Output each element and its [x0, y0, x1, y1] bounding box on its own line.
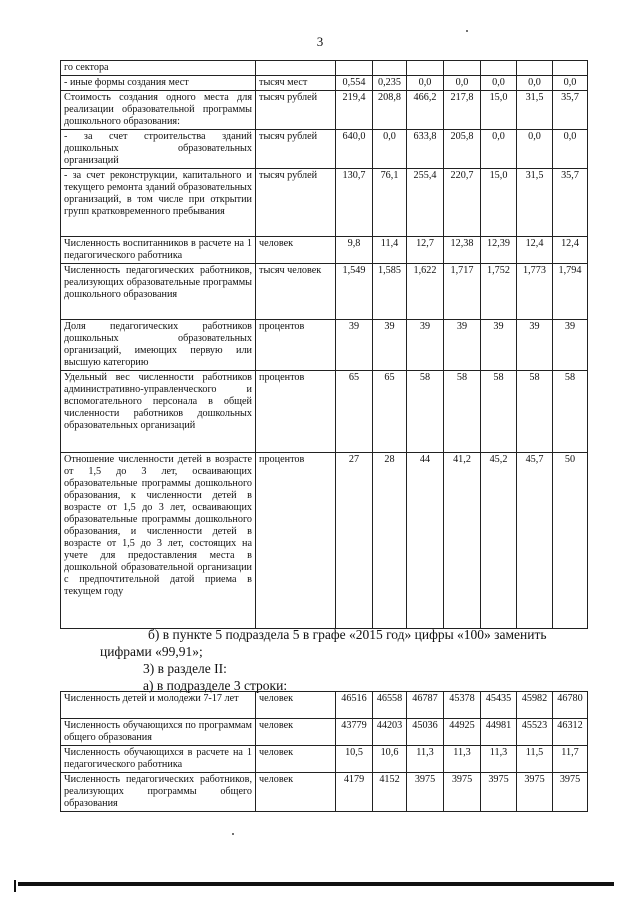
value-cell: 1,752 — [481, 264, 517, 320]
value-cell: 46558 — [373, 692, 407, 719]
value-cell: 0,0 — [373, 130, 407, 169]
value-cell — [517, 61, 553, 76]
amendment-paragraph-b-continuation: цифрами «99,91»; — [100, 644, 203, 659]
value-cell: 1,773 — [517, 264, 553, 320]
value-cell: 15,0 — [481, 169, 517, 237]
value-cell: 35,7 — [553, 91, 588, 130]
unit-cell: тысяч мест — [256, 76, 336, 91]
value-cell: 46312 — [553, 719, 588, 746]
value-cell: 466,2 — [407, 91, 444, 130]
unit-cell: человек — [256, 692, 336, 719]
value-cell — [407, 61, 444, 76]
indicator-cell: - за счет строительства зданий дошкольных образовательных организаций — [61, 130, 256, 169]
table-row — [61, 76, 588, 91]
value-cell: 3975 — [553, 773, 588, 812]
value-cell: 10,6 — [373, 746, 407, 773]
table-row — [61, 320, 588, 371]
table-row — [61, 264, 588, 320]
unit-cell: человек — [256, 773, 336, 812]
value-cell: 0,0 — [407, 76, 444, 91]
value-cell: 39 — [444, 320, 481, 371]
value-cell: 35,7 — [553, 169, 588, 237]
value-cell: 65 — [336, 371, 373, 453]
value-cell: 217,8 — [444, 91, 481, 130]
page-corner-mark — [14, 880, 16, 892]
indicator-cell: Доля педагогических работников дошкольных образовательных организаций, имеющих первую или высшую категорию — [61, 320, 256, 371]
value-cell: 12,4 — [553, 237, 588, 264]
value-cell: 46780 — [553, 692, 588, 719]
value-cell: 9,8 — [336, 237, 373, 264]
unit-cell: человек — [256, 237, 336, 264]
scan-speck — [232, 833, 234, 835]
value-cell: 39 — [553, 320, 588, 371]
value-cell — [336, 61, 373, 76]
value-cell: 255,4 — [407, 169, 444, 237]
table-row — [61, 719, 588, 746]
value-cell: 12,38 — [444, 237, 481, 264]
value-cell: 0,0 — [444, 76, 481, 91]
value-cell: 44925 — [444, 719, 481, 746]
value-cell: 45,7 — [517, 453, 553, 629]
value-cell: 11,4 — [373, 237, 407, 264]
value-cell: 1,585 — [373, 264, 407, 320]
table-row — [61, 692, 588, 719]
unit-cell: тысяч рублей — [256, 91, 336, 130]
unit-cell: человек — [256, 719, 336, 746]
value-cell: 58 — [407, 371, 444, 453]
indicator-cell: Численность педагогических работников, реализующих образовательные программы дошкольного образования — [61, 264, 256, 320]
indicator-cell: Численность обучающихся в расчете на 1 педагогического работника — [61, 746, 256, 773]
table-row — [61, 371, 588, 453]
unit-cell: человек — [256, 746, 336, 773]
value-cell: 76,1 — [373, 169, 407, 237]
indicator-cell: го сектора — [61, 61, 256, 76]
value-cell: 3975 — [481, 773, 517, 812]
value-cell: 11,3 — [407, 746, 444, 773]
unit-cell: тысяч человек — [256, 264, 336, 320]
value-cell: 11,7 — [553, 746, 588, 773]
table-row — [61, 91, 588, 130]
value-cell — [373, 61, 407, 76]
table-row — [61, 169, 588, 237]
value-cell: 0,0 — [517, 130, 553, 169]
value-cell: 65 — [373, 371, 407, 453]
value-cell: 58 — [517, 371, 553, 453]
unit-cell — [256, 61, 336, 76]
value-cell: 44 — [407, 453, 444, 629]
value-cell — [481, 61, 517, 76]
value-cell: 4152 — [373, 773, 407, 812]
value-cell: 1,549 — [336, 264, 373, 320]
value-cell: 0,0 — [517, 76, 553, 91]
value-cell: 45523 — [517, 719, 553, 746]
value-cell — [444, 61, 481, 76]
value-cell: 39 — [407, 320, 444, 371]
unit-cell: процентов — [256, 453, 336, 629]
page-bottom-border — [18, 882, 614, 886]
table-row — [61, 746, 588, 773]
value-cell: 45036 — [407, 719, 444, 746]
value-cell: 31,5 — [517, 91, 553, 130]
value-cell: 1,622 — [407, 264, 444, 320]
value-cell: 39 — [517, 320, 553, 371]
value-cell: 12,4 — [517, 237, 553, 264]
indicators-table-preschool — [60, 60, 588, 629]
value-cell: 12,39 — [481, 237, 517, 264]
value-cell: 208,8 — [373, 91, 407, 130]
value-cell: 12,7 — [407, 237, 444, 264]
value-cell: 15,0 — [481, 91, 517, 130]
indicator-cell: - за счет реконструкции, капитального и текущего ремонта зданий образовательных организаций, в том числе при открытии групп кратковременного пребывания — [61, 169, 256, 237]
value-cell: 11,3 — [481, 746, 517, 773]
value-cell: 45378 — [444, 692, 481, 719]
table-row — [61, 237, 588, 264]
unit-cell: процентов — [256, 371, 336, 453]
indicator-cell: - иные формы создания мест — [61, 76, 256, 91]
value-cell: 27 — [336, 453, 373, 629]
value-cell: 219,4 — [336, 91, 373, 130]
value-cell: 130,7 — [336, 169, 373, 237]
value-cell: 0,0 — [481, 130, 517, 169]
value-cell: 41,2 — [444, 453, 481, 629]
indicator-cell: Численность обучающихся по программам общего образования — [61, 719, 256, 746]
value-cell: 31,5 — [517, 169, 553, 237]
indicator-cell: Удельный вес численности работников административно-управленческого и вспомогательного персонала в общей численности работников дошкольных образовательных организаций — [61, 371, 256, 453]
table-row — [61, 130, 588, 169]
value-cell: 46516 — [336, 692, 373, 719]
value-cell: 45,2 — [481, 453, 517, 629]
value-cell: 3975 — [517, 773, 553, 812]
value-cell: 220,7 — [444, 169, 481, 237]
value-cell: 3975 — [444, 773, 481, 812]
indicator-cell: Отношение численности детей в возрасте от 1,5 до 3 лет, осваивающих образовательные программы дошкольного образования, к численности детей в возрасте от 1,5 до 3 лет, осваивающих образовательные программы дошкольного образования, и численности детей в возрасте от 1,5 до 3 лет, состоящих на учете для предоставления места в дошкольной образовательной организации с предпочтительной датой приема в текущем году — [61, 453, 256, 629]
indicator-cell: Численность детей и молодежи 7-17 лет — [61, 692, 256, 719]
unit-cell: тысяч рублей — [256, 169, 336, 237]
value-cell: 3975 — [407, 773, 444, 812]
value-cell: 44203 — [373, 719, 407, 746]
value-cell: 0,235 — [373, 76, 407, 91]
value-cell: 1,794 — [553, 264, 588, 320]
table-row — [61, 453, 588, 629]
section-ii-heading: 3) в разделе II: — [143, 661, 227, 676]
value-cell: 58 — [481, 371, 517, 453]
table-row — [61, 61, 588, 76]
unit-cell: тысяч рублей — [256, 130, 336, 169]
value-cell — [553, 61, 588, 76]
unit-cell: процентов — [256, 320, 336, 371]
value-cell: 640,0 — [336, 130, 373, 169]
value-cell: 0,554 — [336, 76, 373, 91]
value-cell: 1,717 — [444, 264, 481, 320]
value-cell: 0,0 — [553, 76, 588, 91]
indicator-cell: Численность воспитанников в расчете на 1 педагогического работника — [61, 237, 256, 264]
value-cell: 39 — [336, 320, 373, 371]
value-cell: 58 — [444, 371, 481, 453]
value-cell: 44981 — [481, 719, 517, 746]
indicator-cell: Численность педагогических работников, реализующих программы общего образования — [61, 773, 256, 812]
value-cell: 39 — [373, 320, 407, 371]
value-cell: 45982 — [517, 692, 553, 719]
value-cell: 4179 — [336, 773, 373, 812]
value-cell: 10,5 — [336, 746, 373, 773]
value-cell: 0,0 — [481, 76, 517, 91]
value-cell: 58 — [553, 371, 588, 453]
value-cell: 11,3 — [444, 746, 481, 773]
indicator-cell: Стоимость создания одного места для реализации образовательной программы дошкольного образования: — [61, 91, 256, 130]
value-cell: 28 — [373, 453, 407, 629]
indicators-table-general-education — [60, 691, 588, 812]
scan-speck — [466, 30, 468, 32]
amendment-paragraph-b: б) в пункте 5 подраздела 5 в графе «2015 год» цифры «100» заменить — [148, 627, 547, 642]
value-cell: 39 — [481, 320, 517, 371]
value-cell: 205,8 — [444, 130, 481, 169]
table-row — [61, 773, 588, 812]
value-cell: 633,8 — [407, 130, 444, 169]
value-cell: 11,5 — [517, 746, 553, 773]
value-cell: 50 — [553, 453, 588, 629]
subsection-3-heading: а) в подразделе 3 строки: — [143, 678, 288, 693]
value-cell: 0,0 — [553, 130, 588, 169]
value-cell: 43779 — [336, 719, 373, 746]
value-cell: 46787 — [407, 692, 444, 719]
page-number: 3 — [316, 34, 324, 49]
value-cell: 45435 — [481, 692, 517, 719]
